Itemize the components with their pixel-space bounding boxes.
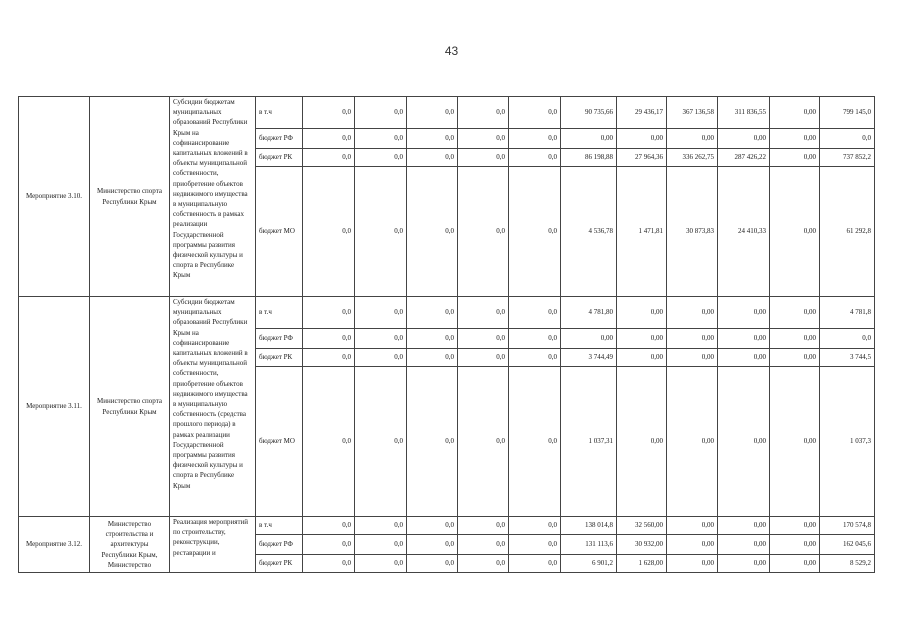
value-cell: 0,00 <box>770 367 820 517</box>
value-cell: 0,0 <box>303 367 355 517</box>
total-cell: 737 852,2 <box>820 149 875 167</box>
value-cell: 0,0 <box>407 517 458 535</box>
value-cell: 0,00 <box>718 517 770 535</box>
value-cell: 0,0 <box>303 329 355 349</box>
value-cell: 0,00 <box>718 329 770 349</box>
funding-source: бюджет РФ <box>256 129 303 149</box>
measure-name: Мероприятие 3.12. <box>19 517 90 573</box>
total-cell: 0,0 <box>820 129 875 149</box>
value-cell: 0,0 <box>355 297 407 329</box>
value-cell: 1 037,31 <box>561 367 617 517</box>
measure-description: Субсидии бюджетам муниципальных образований Республики Крым на софинансирование капитальных вложений в объекты муниципальной собственности, приобретение объектов недвижимого имущества в муниципальную собственность (средства прошлого периода) в рамках реализации Государственной программы развития физической культуры и спорта в Республике Крым <box>170 297 256 517</box>
value-cell: 367 136,58 <box>667 97 718 129</box>
value-cell: 0,0 <box>509 517 561 535</box>
value-cell: 0,00 <box>667 329 718 349</box>
value-cell: 0,0 <box>458 149 509 167</box>
value-cell: 0,0 <box>303 349 355 367</box>
value-cell: 0,0 <box>458 367 509 517</box>
value-cell: 0,00 <box>667 535 718 555</box>
value-cell: 0,0 <box>407 329 458 349</box>
value-cell: 0,0 <box>407 129 458 149</box>
value-cell: 0,0 <box>458 97 509 129</box>
total-cell: 0,0 <box>820 329 875 349</box>
value-cell: 0,00 <box>770 535 820 555</box>
funding-source: бюджет РФ <box>256 329 303 349</box>
value-cell: 0,00 <box>770 555 820 573</box>
value-cell: 0,0 <box>509 555 561 573</box>
value-cell: 0,0 <box>355 535 407 555</box>
value-cell: 4 536,78 <box>561 167 617 297</box>
value-cell: 0,0 <box>458 555 509 573</box>
value-cell: 6 901,2 <box>561 555 617 573</box>
value-cell: 0,00 <box>667 349 718 367</box>
value-cell: 0,00 <box>667 297 718 329</box>
page-number: 43 <box>444 44 459 58</box>
value-cell: 0,00 <box>617 129 667 149</box>
measure-name: Мероприятие 3.11. <box>19 297 90 517</box>
value-cell: 1 628,00 <box>617 555 667 573</box>
value-cell: 0,00 <box>770 149 820 167</box>
measure-name: Мероприятие 3.10. <box>19 97 90 297</box>
value-cell: 29 436,17 <box>617 97 667 129</box>
total-cell: 3 744,5 <box>820 349 875 367</box>
value-cell: 0,0 <box>355 329 407 349</box>
value-cell: 0,00 <box>667 517 718 535</box>
value-cell: 0,0 <box>355 367 407 517</box>
value-cell: 0,00 <box>718 297 770 329</box>
value-cell: 0,0 <box>458 167 509 297</box>
value-cell: 0,00 <box>617 349 667 367</box>
value-cell: 311 836,55 <box>718 97 770 129</box>
value-cell: 0,0 <box>303 517 355 535</box>
funding-source: в т.ч <box>256 297 303 329</box>
funding-source: в т.ч <box>256 517 303 535</box>
value-cell: 0,0 <box>303 535 355 555</box>
value-cell: 0,00 <box>667 555 718 573</box>
value-cell: 0,00 <box>667 129 718 149</box>
value-cell: 0,0 <box>509 535 561 555</box>
value-cell: 0,00 <box>667 367 718 517</box>
funding-table <box>18 96 875 573</box>
value-cell: 0,00 <box>617 297 667 329</box>
value-cell: 0,0 <box>407 555 458 573</box>
value-cell: 0,00 <box>770 329 820 349</box>
value-cell: 0,0 <box>355 555 407 573</box>
value-cell: 0,0 <box>407 297 458 329</box>
value-cell: 0,0 <box>458 329 509 349</box>
total-cell: 4 781,8 <box>820 297 875 329</box>
funding-source: бюджет МО <box>256 367 303 517</box>
value-cell: 0,00 <box>718 535 770 555</box>
funding-source: в т.ч <box>256 97 303 129</box>
funding-source: бюджет МО <box>256 167 303 297</box>
value-cell: 287 426,22 <box>718 149 770 167</box>
value-cell: 0,0 <box>355 129 407 149</box>
value-cell: 336 262,75 <box>667 149 718 167</box>
value-cell: 0,0 <box>355 167 407 297</box>
measure-description: Реализация мероприятий по строительству, реконструкции, реставрации и <box>170 517 256 573</box>
responsible-org: Министерство строительства и архитектуры Республики Крым, Министерство <box>90 517 170 573</box>
value-cell: 0,00 <box>718 349 770 367</box>
table-row <box>19 297 875 329</box>
measure-description: Субсидии бюджетам муниципальных образований Республики Крым на софинансирование капитальных вложений в объекты муниципальной собственности, приобретение объектов недвижимого имущества в муниципальную собственность в рамках реализации Государственной программы развития физической культуры и спорта в Республике Крым <box>170 97 256 297</box>
value-cell: 30 932,00 <box>617 535 667 555</box>
value-cell: 0,0 <box>407 167 458 297</box>
value-cell: 0,0 <box>509 367 561 517</box>
table-row <box>19 517 875 535</box>
value-cell: 1 471,81 <box>617 167 667 297</box>
value-cell: 0,0 <box>303 149 355 167</box>
value-cell: 0,0 <box>509 129 561 149</box>
value-cell: 0,0 <box>458 297 509 329</box>
value-cell: 0,0 <box>303 97 355 129</box>
funding-source: бюджет РК <box>256 555 303 573</box>
value-cell: 0,00 <box>718 555 770 573</box>
value-cell: 0,0 <box>355 517 407 535</box>
value-cell: 0,0 <box>355 149 407 167</box>
value-cell: 86 198,88 <box>561 149 617 167</box>
value-cell: 0,0 <box>509 149 561 167</box>
value-cell: 0,00 <box>718 129 770 149</box>
value-cell: 32 560,00 <box>617 517 667 535</box>
value-cell: 0,0 <box>303 555 355 573</box>
value-cell: 0,00 <box>617 367 667 517</box>
table-row <box>19 97 875 129</box>
total-cell: 61 292,8 <box>820 167 875 297</box>
value-cell: 138 014,8 <box>561 517 617 535</box>
value-cell: 0,0 <box>458 517 509 535</box>
value-cell: 0,0 <box>509 97 561 129</box>
value-cell: 0,0 <box>509 297 561 329</box>
value-cell: 0,00 <box>561 329 617 349</box>
value-cell: 90 735,66 <box>561 97 617 129</box>
value-cell: 0,0 <box>458 349 509 367</box>
value-cell: 0,0 <box>458 129 509 149</box>
value-cell: 0,0 <box>407 349 458 367</box>
value-cell: 3 744,49 <box>561 349 617 367</box>
value-cell: 0,0 <box>303 167 355 297</box>
value-cell: 0,0 <box>509 329 561 349</box>
funding-source: бюджет РК <box>256 349 303 367</box>
value-cell: 0,0 <box>509 349 561 367</box>
value-cell: 131 113,6 <box>561 535 617 555</box>
value-cell: 24 410,33 <box>718 167 770 297</box>
value-cell: 0,00 <box>561 129 617 149</box>
value-cell: 0,0 <box>509 167 561 297</box>
value-cell: 0,00 <box>770 517 820 535</box>
value-cell: 0,0 <box>407 367 458 517</box>
value-cell: 0,00 <box>770 297 820 329</box>
responsible-org: Министерство спорта Республики Крым <box>90 97 170 297</box>
value-cell: 0,00 <box>718 367 770 517</box>
value-cell: 0,00 <box>770 97 820 129</box>
value-cell: 0,00 <box>770 129 820 149</box>
value-cell: 30 873,83 <box>667 167 718 297</box>
total-cell: 170 574,8 <box>820 517 875 535</box>
value-cell: 0,0 <box>407 535 458 555</box>
value-cell: 0,0 <box>355 349 407 367</box>
responsible-org: Министерство спорта Республики Крым <box>90 297 170 517</box>
value-cell: 0,0 <box>303 297 355 329</box>
total-cell: 799 145,0 <box>820 97 875 129</box>
value-cell: 0,0 <box>407 149 458 167</box>
value-cell: 27 964,36 <box>617 149 667 167</box>
value-cell: 0,0 <box>355 97 407 129</box>
value-cell: 0,00 <box>770 349 820 367</box>
total-cell: 8 529,2 <box>820 555 875 573</box>
value-cell: 0,00 <box>770 167 820 297</box>
value-cell: 0,0 <box>407 97 458 129</box>
funding-source: бюджет РФ <box>256 535 303 555</box>
total-cell: 162 045,6 <box>820 535 875 555</box>
total-cell: 1 037,3 <box>820 367 875 517</box>
value-cell: 4 781,80 <box>561 297 617 329</box>
funding-source: бюджет РК <box>256 149 303 167</box>
value-cell: 0,00 <box>617 329 667 349</box>
value-cell: 0,0 <box>303 129 355 149</box>
value-cell: 0,0 <box>458 535 509 555</box>
